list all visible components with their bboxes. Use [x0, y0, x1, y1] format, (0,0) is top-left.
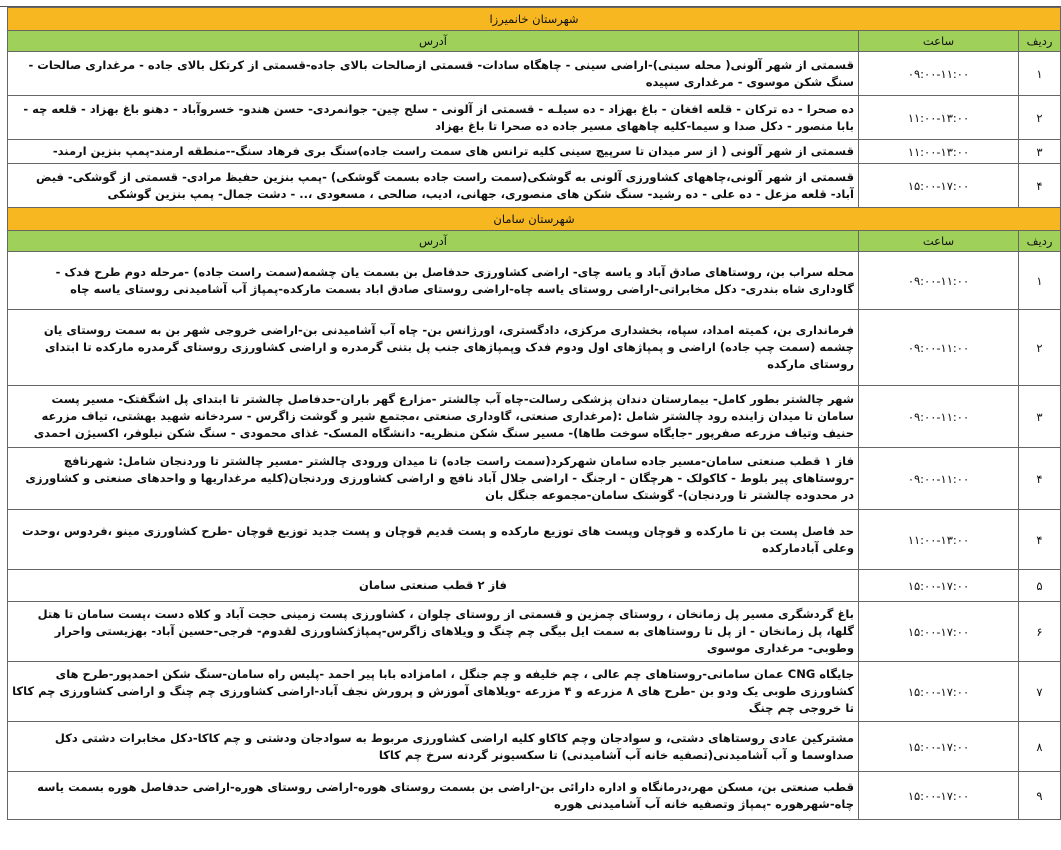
row-address [8, 310, 859, 386]
row-index: ۴ [1019, 448, 1061, 510]
row-time: ۱۱:۰۰-۱۳:۰۰ [859, 96, 1019, 140]
time-header: ساعت [859, 231, 1019, 252]
row-address [8, 570, 859, 602]
table-row [8, 510, 1061, 570]
row-time: ۱۱:۰۰-۱۳:۰۰ [859, 510, 1019, 570]
row-address-text: جایگاه CNG عمان سامانی-روستاهای چم عالی ، چم خلیفه و چم جنگل ، امامزاده بابا پیر احمد -پلیس راه سامان-سنگ شکن احمدپور-طرح های کشاورزی طوبی یک ودو بن -طرح های ۸ مزرعه و ۴ مزرعه -ویلاهای آموزش و پرورش نجف آباد-اراضی کشاورزی چم چنگ و اراضی کشاورزی چم کاکا تا خروجی چم چنگ [12, 667, 854, 715]
row-address [8, 510, 859, 570]
time-header: ساعت [859, 31, 1019, 52]
row-address [8, 448, 859, 510]
row-index: ۲ [1019, 310, 1061, 386]
row-address [8, 662, 859, 722]
row-time: ۱۵:۰۰-۱۷:۰۰ [859, 570, 1019, 602]
address-header: آدرس [8, 31, 859, 52]
row-index: ۳ [1019, 140, 1061, 164]
row-time: ۰۹:۰۰-۱۱:۰۰ [859, 386, 1019, 448]
table-row [8, 310, 1061, 386]
row-address-text: قسمتی از شهر آلونی،چاههای کشاورزی آلونی به گوشکی(سمت راست جاده بسمت گوشکی) -پمپ بنزین حفیظ مرادی- قسمتی از گوشکی- فیض آباد- قلعه مزعل - ده علی - ده رشید- سنگ شکن های منصوری، جهانی، ادیب، صالحی ، مسعودی ،.. - دشت جمال- پمپ بنزین گوشکی [36, 169, 854, 201]
row-address [8, 52, 859, 96]
row-index: ۱ [1019, 52, 1061, 96]
table-row [8, 386, 1061, 448]
row-address-text: فاز ۲ قطب صنعتی سامان [359, 578, 507, 592]
section-title: شهرستان سامان [8, 208, 1061, 231]
index-header: ردیف [1019, 31, 1061, 52]
row-index: ۷ [1019, 662, 1061, 722]
table-row [8, 602, 1061, 662]
table-row [8, 772, 1061, 820]
row-time: ۱۱:۰۰-۱۳:۰۰ [859, 140, 1019, 164]
row-address [8, 602, 859, 662]
row-address-text: فاز ۱ قطب صنعتی سامان-مسیر جاده سامان شهرکرد(سمت راست جاده) تا میدان ورودی چالشتر -مسیر چالشتر تا وردنجان شامل: شهرنافچ -روستاهای پیر بلوط - کاکولک - هرچگان - ارجنگ - اراضی جلال آباد نافچ و اراضی کشاورزی وردنجان(کلیه مرغداریها و واحدهای صنعتی و کشاورزی در محدوده چالشتر تا وردنجان)- گوشتک سامان-مجموعه جنگل بان [25, 454, 854, 502]
section2-title-row [8, 208, 1061, 231]
row-index: ۵ [1019, 570, 1061, 602]
row-address-text: قسمتی از شهر آلونی ( از سر میدان تا سرپیچ سینی کلیه ترانس های سمت راست جاده)سنگ بری فرهاد سنگ--منطقه ارمند-پمپ بنزین ارمند- [52, 144, 854, 158]
row-time: ۱۵:۰۰-۱۷:۰۰ [859, 164, 1019, 208]
index-header: ردیف [1019, 231, 1061, 252]
row-address [8, 252, 859, 310]
row-time: ۰۹:۰۰-۱۱:۰۰ [859, 252, 1019, 310]
row-address-text: شهر چالشتر بطور کامل- بیمارستان دندان پزشکی رسالت-چاه آب چالشتر -مزارع گهر باران-حدفاصل چالشتر تا ابتدای پل اشگفتک- مسیر پست سامان تا میدان زاینده رود چالشتر شامل :(مرغداری صنعتی، گاوداری صنعتی ،مجتمع شیر و گوشت زاگرس - سردخانه شهید بهشتی، تیاف مزرعه حنیف وتیاف مزرعه صفرپور -جایگاه سوخت طاها)- مسیر سنگ شکن منظریه- دانشگاه المسک- غذای محمودی - سنگ شکن نیلوفر، اکسیژن احمدی [33, 392, 854, 440]
row-address [8, 772, 859, 820]
row-time: ۱۵:۰۰-۱۷:۰۰ [859, 722, 1019, 772]
row-address [8, 140, 859, 164]
table-row [8, 52, 1061, 96]
row-address-text: قسمتی از شهر آلونی( محله سینی)-اراضی سینی - چاهگاه سادات- قسمتی ازصالحات بالای جاده-قسمتی از کرتکل بالای جاده - مرغداری صالحات - سنگ شکن موسوی - مرغداری سپیده [28, 57, 854, 89]
table-row [8, 252, 1061, 310]
table-row [8, 662, 1061, 722]
row-time: ۱۵:۰۰-۱۷:۰۰ [859, 662, 1019, 722]
row-address [8, 96, 859, 140]
row-index: ۱ [1019, 252, 1061, 310]
address-header: آدرس [8, 231, 859, 252]
row-address [8, 386, 859, 448]
section2-header-row [8, 231, 1061, 252]
row-index: ۶ [1019, 602, 1061, 662]
section-title: شهرستان خانمیرزا [8, 8, 1061, 31]
table-row [8, 164, 1061, 208]
row-time: ۰۹:۰۰-۱۱:۰۰ [859, 310, 1019, 386]
section1-title-row [8, 8, 1061, 31]
section1-header-row [8, 31, 1061, 52]
row-index: ۴ [1019, 164, 1061, 208]
row-index: ۲ [1019, 96, 1061, 140]
row-address-text: باغ گردشگری مسیر پل زمانخان ، روستای چمزین و قسمتی از روستای چلوان ، کشاورزی پست زمینی حجت آباد و کلاه دست ،پست سامان تا هتل گلها، پل زمانخان - از پل تا روستاهای به سمت ایل بیگی چم چنگ و ویلاهای زاگرس-پمپاژکشاورزی لقدوم- فرجی-حسین آباد- بهزیستی واحرار وطوبی- مرغداری موسوی [37, 607, 854, 655]
row-address [8, 722, 859, 772]
table-row [8, 448, 1061, 510]
row-time: ۰۹:۰۰-۱۱:۰۰ [859, 448, 1019, 510]
row-time: ۱۵:۰۰-۱۷:۰۰ [859, 772, 1019, 820]
row-address [8, 164, 859, 208]
row-address-text: مشترکین عادی روستاهای دشتی، و سوادجان وچم کاکاو کلیه اراضی کشاورزی مربوط به سوادجان ودشتی و چم کاکا-دکل مخابرات دشتی دکل صداوسما و آب آشامیدنی(تصفیه خانه آب آشامیدنی) تا سکسیونر گردنه سرخ چم کاکا [54, 730, 854, 762]
row-address-text: ده صحرا - ده ترکان - قلعه افغان - باغ بهزاد - ده سیلـه - قسمتی از آلونی - سلح چین- جوانمردی- حسن هندو- خسروآباد - دهنو باغ بهزاد - قلعه چه - بابا منصور - دکل صدا و سیما-کلیه چاههای مسیر جاده ده صحرا تا باغ بهزاد [23, 101, 854, 133]
table-row [8, 570, 1061, 602]
row-address-text: محله سراب بن، روستاهای صادق آباد و یاسه چای- اراضی کشاورزی حدفاصل بن بسمت یان چشمه(سمت راست جاده) -مرحله دوم طرح فدک - گاوداری شاه بندری- دکل مخابراتی-اراضی روستای یاسه چاه-اراضی روستای صادق اباد بسمت مارکده-پمپاژ آب آشامیدنی روستای یاسه چاه [55, 264, 854, 296]
table-row [8, 140, 1061, 164]
row-index: ۳ [1019, 386, 1061, 448]
table-row [8, 96, 1061, 140]
row-index: ۹ [1019, 772, 1061, 820]
row-time: ۰۹:۰۰-۱۱:۰۰ [859, 52, 1019, 96]
schedule-table [7, 7, 1061, 820]
row-index: ۸ [1019, 722, 1061, 772]
top-border [0, 0, 1061, 7]
row-index: ۴ [1019, 510, 1061, 570]
row-time: ۱۵:۰۰-۱۷:۰۰ [859, 602, 1019, 662]
row-address-text: فرمانداری بن، کمیته امداد، سپاه، بخشداری مرکزی، دادگستری، اورژانس بن- چاه آب آشامیدنی بن-اراضی خروجی شهر بن به سمت روستای یان چشمه (سمت چپ جاده) اراضی و پمپاژهای اول ودوم فدک وپمپاژهای جنب پل بتنی گرمدره و اراضی کشاورزی روستای گرمدره مارکده تا ابتدای روستای مارکده [43, 323, 854, 371]
row-address-text: حد فاصل پست بن تا مارکده و قوچان وپست های توزیع مارکده و پست قدیم قوچان و پست جدید توزیع قوچان -طرح کشاورزی مینو ،فردوس ،وحدت وعلی آبادمارکده [21, 523, 854, 555]
row-address-text: قطب صنعتی بن، مسکن مهر،درمانگاه و اداره دارائی بن-اراضی بن بسمت روستای هوره-اراضی روستای هوره-اراضی حدفاصل هوره بسمت یاسه چاه-شهرهوره -پمپاژ وتصفیه خانه آب آشامیدنی هوره [37, 779, 854, 811]
table-row [8, 722, 1061, 772]
